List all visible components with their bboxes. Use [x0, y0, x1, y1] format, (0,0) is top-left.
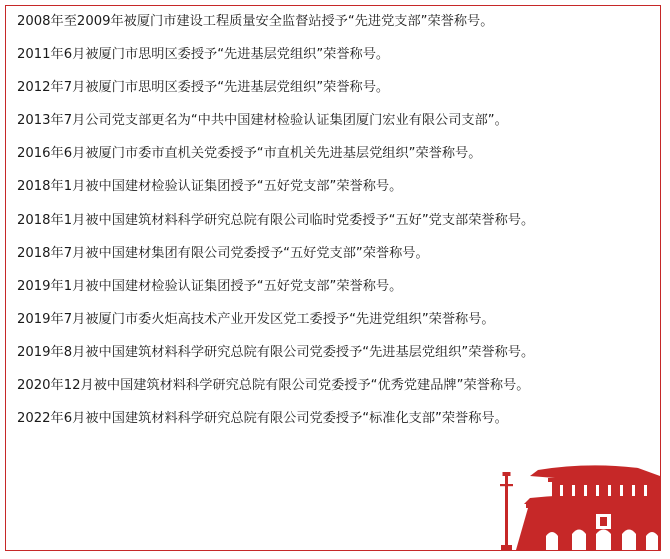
pillar-shaft [505, 476, 508, 550]
lower-roof [524, 494, 660, 504]
honor-item: 2018年7月被中国建材集团有限公司党委授予“五好党支部”荣誉称号。 [17, 245, 429, 261]
honor-item: 2022年6月被中国建筑材料科学研究总院有限公司党委授予“标准化支部”荣誉称号。 [17, 411, 508, 427]
honor-item: 2012年7月被厦门市思明区委授予“先进基层党组织”荣誉称号。 [17, 80, 390, 96]
tiananmen-gate-icon [500, 440, 660, 550]
pillar-wing [500, 484, 513, 486]
gate-arch [572, 530, 586, 551]
honor-item: 2018年1月被中国建筑材料科学研究总院有限公司临时党委授予“五好”党支部荣誉称号。 [17, 212, 535, 228]
honor-item: 2013年7月公司党支部更名为“中共中国建材检验认证集团厦门宏业有限公司支部”。 [17, 113, 508, 129]
honor-item: 2019年1月被中国建材检验认证集团授予“五好党支部”荣誉称号。 [17, 278, 403, 294]
honor-item: 2018年1月被中国建材检验认证集团授予“五好党支部”荣誉称号。 [17, 179, 403, 195]
gate-arch [622, 530, 636, 551]
honors-list [17, 12, 652, 442]
balustrade [526, 504, 660, 508]
honor-item: 2011年6月被厦门市思明区委授予“先进基层党组织”荣誉称号。 [17, 47, 390, 63]
honor-item: 2019年7月被厦门市委火炬高技术产业开发区党工委授予“先进党组织”荣誉称号。 [17, 311, 495, 327]
upper-eave [548, 478, 660, 482]
honor-item: 2016年6月被厦门市委市直机关党委授予“市直机关先进基层党组织”荣誉称号。 [17, 146, 482, 162]
pillar-base [501, 545, 512, 550]
gate-arch [596, 530, 611, 551]
honor-item: 2020年12月被中国建筑材料科学研究总院有限公司党委授予“优秀党建品牌”荣誉称号。 [17, 378, 530, 394]
honor-item: 2019年8月被中国建筑材料科学研究总院有限公司党委授予“先进基层党组织”荣誉称号。 [17, 344, 535, 360]
pillar-top [503, 472, 511, 476]
upper-roof [530, 465, 660, 480]
gate-arch [646, 532, 658, 550]
honor-item: 2008年至2009年被厦门市建设工程质量安全监督站授予“先进党支部”荣誉称号。 [17, 14, 494, 29]
honors-panel [5, 5, 661, 551]
rostrum-wall [516, 508, 660, 550]
gate-arch [546, 532, 558, 550]
